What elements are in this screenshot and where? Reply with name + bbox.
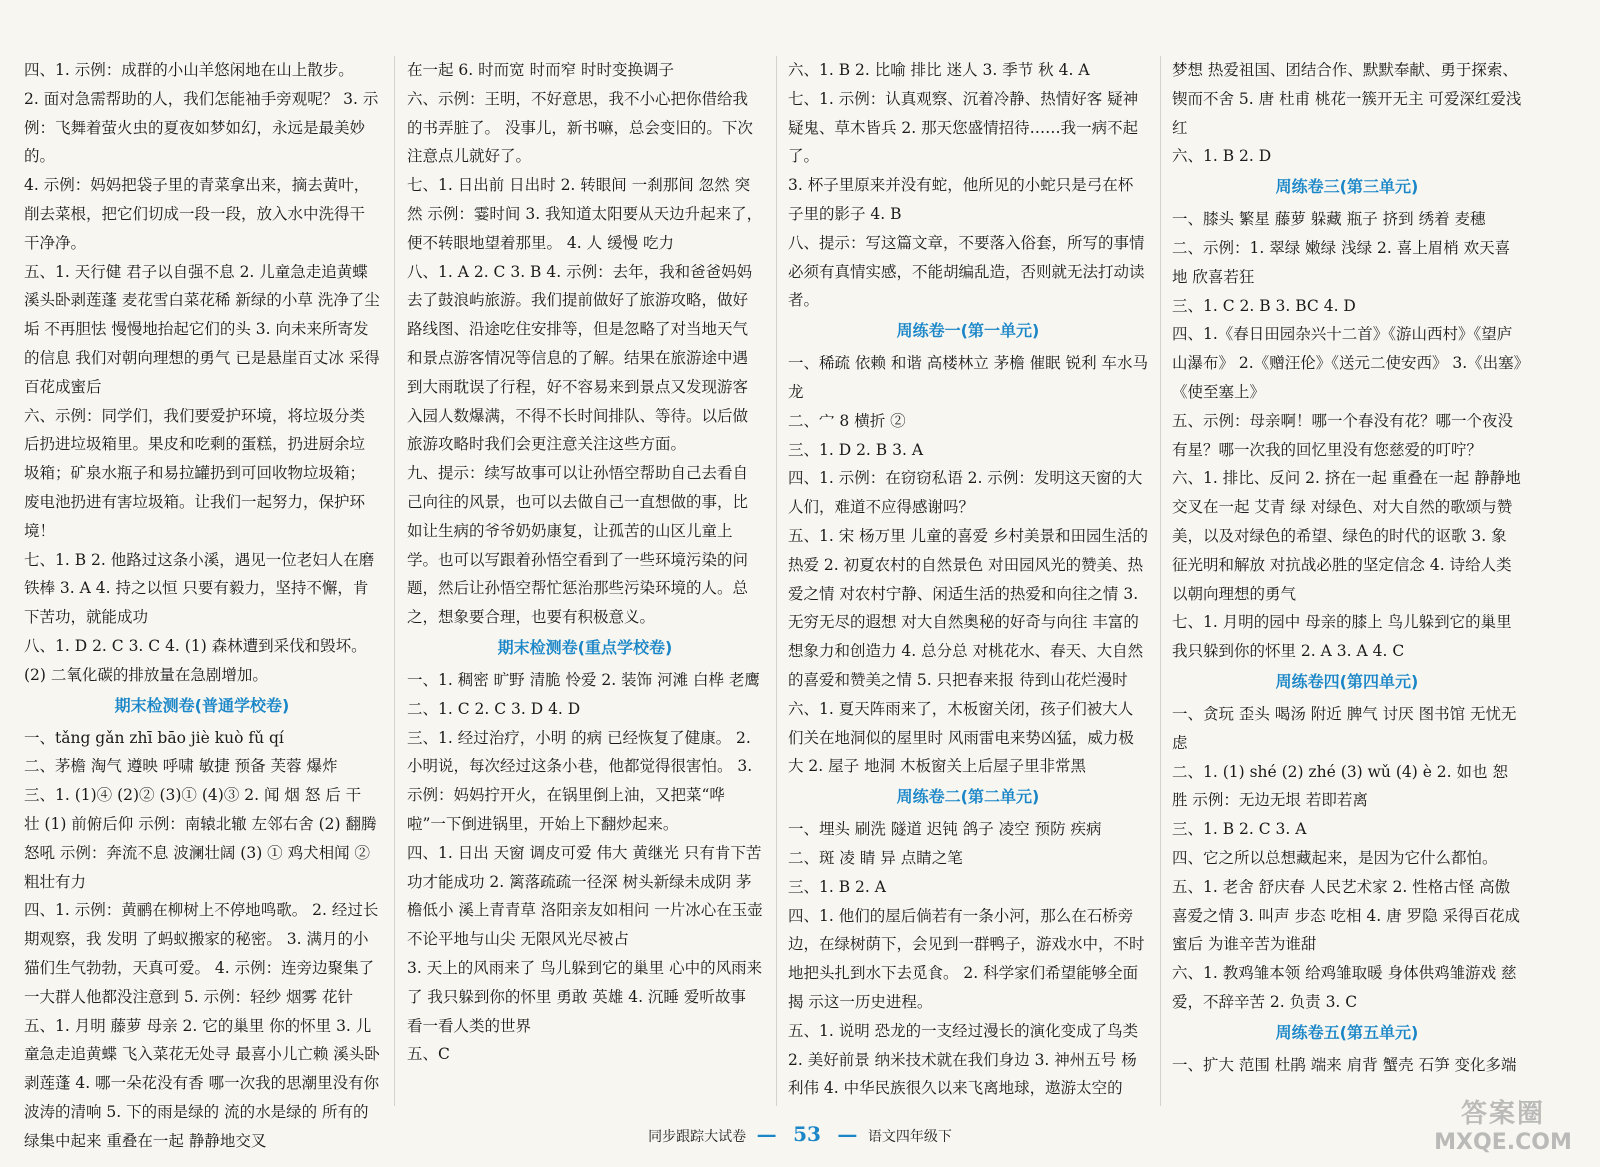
answer-paragraph: 五、1. 天行健 君子以自强不息 2. 儿童急走追黄蝶 溪头卧剥莲蓬 麦花雪白菜花稀 新绿的小草 洗净了尘垢 不再胆怯 慢慢地抬起它们的头 3. 向未来所寄发的信息 我们对朝向理想的勇气 已是悬崖百丈冰 采得百花成蜜后 [24, 262, 380, 396]
column-divider [776, 56, 777, 1106]
answer-paragraph: 二、斑 凌 睛 异 点睛之笔 [788, 848, 963, 867]
section-heading: 期末检测卷(重点学校卷) [497, 637, 673, 657]
answer-column-1 [24, 56, 380, 1150]
answer-paragraph: 三、1. C 2. B 3. BC 4. D [1172, 296, 1356, 315]
answer-paragraph: 二、1. C 2. C 3. D 4. D [407, 699, 581, 718]
answer-paragraph: 2. 面对急需帮助的人，我们怎能袖手旁观呢？ 3. 示例：飞舞着萤火虫的夏夜如梦如幻，永远是最美妙的。 [24, 89, 379, 166]
section-heading: 周练卷三(第三单元) [1275, 177, 1419, 197]
watermark-top: 答案圈 [1460, 1099, 1545, 1129]
watermark-logo [1428, 1099, 1578, 1161]
answer-paragraph: 一、1. 稠密 旷野 清脆 怜爱 2. 装饰 河滩 白桦 老鹰 [407, 670, 760, 689]
answer-paragraph: 六、1. B 2. 比喻 排比 迷人 3. 季节 秋 4. A [788, 61, 1090, 79]
answer-paragraph: 3. 杯子里原来并没有蛇，他所见的小蛇只是弓在杯子里的影子 4. B [788, 176, 1134, 223]
answer-paragraph: 梦想 热爱祖国、团结合作、默默奉献、勇于探索、锲而不舍 5. 唐 杜甫 桃花一簇开无主 可爱深红爱浅红 [1172, 61, 1522, 137]
answer-paragraph: 4. 示例：妈妈把袋子里的青菜拿出来，摘去黄叶，削去菜根，把它们切成一段一段，放入水中洗得干干净净。 [24, 176, 370, 252]
answer-paragraph: 六、1. 排比、反问 2. 挤在一起 重叠在一起 静静地交叉在一起 艾青 绿 对绿色、对大自然的歌颂与赞美，以及对绿色的希望、绿色的时代的讴歌 3. 象征光明和解放 对抗战必胜的坚定信念 4. 诗给人类以朝向理想的勇气 [1172, 469, 1521, 603]
answer-paragraph: 四、1. 示例：在窃窃私语 2. 示例：发明这天窗的大人们，难道不应得感谢吗？ [788, 469, 1143, 517]
answer-paragraph: 七、1. B 2. 他路过这条小溪，遇见一位老妇人在磨铁棒 3. A 4. 持之以恒 只要有毅力，坚持不懈，肯下苦功，就能成功 [24, 550, 375, 627]
answer-paragraph: 3. 天上的风雨来了 鸟儿躲到它的巢里 心中的风雨来了 我只躲到你的怀里 勇敢 英雄 4. 沉睡 爱听故事 看一看人类的世界 [407, 958, 763, 1035]
answer-paragraph: 六、1. B 2. D [1172, 147, 1272, 166]
footer-dash: — [756, 1122, 777, 1146]
answer-paragraph: 七、1. 日出前 日出时 2. 转眼间 一刹那间 忽然 突然 示例：霎时间 3. 我知道太阳要从天边升起来了，便不转眼地望着那里。 4. 人 缓慢 吃力 [407, 176, 763, 252]
answer-paragraph: 三、1. D 2. B 3. A [788, 440, 924, 459]
answer-paragraph: 四、1. 他们的屋后倘若有一条小河，那么在石桥旁边，在绿树荫下，会见到一群鸭子，游戏水中，不时地把头扎到水下去觅食。 2. 科学家们希望能够全面 揭 示这一历史进程。 [788, 906, 1145, 1011]
answer-paragraph: 一、tǎng gǎn zhī bāo jiè kuò fǔ qí [24, 728, 284, 747]
answer-paragraph: 二、1. (1) shé (2) zhé (3) wǔ (4) è 2. 如也 恕 胜 示例：无边无垠 若即若离 [1172, 762, 1508, 810]
section-heading: 期末检测卷(普通学校卷) [114, 695, 290, 715]
column-divider [1160, 56, 1161, 1106]
column-divider [394, 56, 395, 1106]
answer-paragraph: 二、茅檐 淘气 遵映 呼啸 敏捷 预备 芙蓉 爆炸 [24, 757, 338, 776]
answer-paragraph: 四、1.《春日田园杂兴十二首》《游山西村》《望庐山瀑布》 2.《赠汪伦》《送元二使安西》 3.《出塞》《使至塞上》 [1172, 325, 1522, 401]
answer-paragraph: 三、1. B 2. A [788, 877, 886, 896]
watermark-bottom: MXQE.COM [1434, 1130, 1572, 1155]
answer-paragraph: 八、1. D 2. C 3. C 4. (1) 森林遭到采伐和毁坏。(2) 二氧化碳的排放量在急剧增加。 [24, 636, 367, 684]
answer-paragraph: 四、1. 示例：黄鹂在柳树上不停地鸣歌。 2. 经过长期观察，我 发明 了蚂蚁搬家的秘密。 3. 满月的小猫们生气勃勃，天真可爱。 4. 示例：连旁边聚集了一大群人他都没注意到 5. 示例：轻纱 烟雾 花针 [24, 901, 379, 1006]
answer-paragraph: 五、C [407, 1045, 450, 1064]
answer-paragraph: 五、1. 说明 恐龙的一支经过漫长的演化变成了鸟类 2. 美好前景 纳米技术就在我们身边 3. 神州五号 杨利伟 4. 中华民族很久以来飞离地球，遨游太空的 [788, 1021, 1139, 1098]
answer-paragraph: 六、1. 教鸡雏本领 给鸡雏取暖 身体供鸡雏游戏 慈爱，不辞辛苦 2. 负责 3. C [1172, 964, 1517, 1011]
footer-book-title: 同步跟踪大试卷 [648, 1129, 747, 1145]
page-number: 53 [793, 1122, 821, 1146]
answer-paragraph: 八、提示：写这篇文章，不要落入俗套，所写的事情必须有真情实感，不能胡编乱造，否则就无法打动读者。 [788, 233, 1145, 310]
page-footer [0, 1122, 1600, 1149]
answer-paragraph: 五、1. 宋 杨万里 儿童的喜爱 乡村美景和田园生活的热爱 2. 初夏农村的自然景色 对田园风光的赞美、热爱之情 对农村宁静、闲适生活的热爱和向往之情 3. 无穷无尽的遐想 对大自然奥秘的好奇与向往 丰富的想象力和创造力 4. 总分总 对桃花水、春天、大自然的喜爱和赞美之情 5. 只把春来报 待到山花烂漫时 [788, 526, 1148, 689]
footer-subject-grade: 语文四年级下 [867, 1129, 952, 1145]
answer-paragraph: 五、示例：母亲啊！哪一个春没有花？哪一个夜没有星？哪一次我的回忆里没有您慈爱的叮咛？ [1172, 411, 1514, 459]
answer-column-4 [1172, 56, 1522, 1106]
answer-paragraph: 六、示例：同学们，我们要爱护环境，将垃圾分类后扔进垃圾箱里。果皮和吃剩的蛋糕，扔进厨余垃圾箱；矿泉水瓶子和易拉罐扔到可回收物垃圾箱；废电池扔进有害垃圾箱。让我们一起努力，保护环境！ [24, 406, 366, 540]
answer-paragraph: 三、1. (1)④ (2)② (3)① (4)③ 2. 闻 烟 怒 后 干 壮 (1) 前俯后仰 示例：南辕北辙 左邻右舍 (2) 翻腾怒吼 示例：奔流不息 波澜壮阔 (3) ① 鸡犬相闻 ② 粗壮有力 [24, 786, 377, 891]
answer-paragraph: 九、提示：续写故事可以让孙悟空帮助自己去看自己向往的风景，也可以去做自己一直想做的事，比如让生病的爷爷奶奶康复，让孤苦的山区儿童上学。也可以写跟着孙悟空看到了一些环境污染的问题，然后让孙悟空帮忙惩治那些污染环境的人。总之，想象要合理，也要有积极意义。 [407, 464, 749, 627]
answer-paragraph: 二、示例：1. 翠绿 嫩绿 浅绿 2. 喜上眉梢 欢天喜地 欣喜若狂 [1172, 238, 1511, 286]
answer-paragraph: 三、1. 经过治疗，小明 的病 已经恢复了健康。 2. 小明说，每次经过这条小巷，他都觉得很害怕。 3. 示例：妈妈拧开火，在锅里倒上油，又把菜“哗啦”一下倒进锅里，开始上下翻炒起来。 [407, 728, 753, 833]
answer-paragraph: 一、稀疏 依赖 和谐 高楼林立 茅檐 催眠 锐利 车水马龙 [788, 354, 1148, 401]
section-heading: 周练卷四(第四单元) [1275, 671, 1419, 691]
footer-dash: — [837, 1122, 858, 1146]
answer-paragraph: 六、1. 夏天阵雨来了，木板窗关闭，孩子们被大人们关在地洞似的屋里时 风雨雷电来势凶猛，威力极大 2. 屋子 地洞 木板窗关上后屋子里非常黑 [788, 699, 1134, 776]
answer-column-3 [788, 56, 1148, 1106]
answer-paragraph: 七、1. 示例：认真观察、沉着冷静、热情好客 疑神疑鬼、草木皆兵 2. 那天您盛情招待……我一病不起了。 [788, 89, 1139, 166]
answer-paragraph: 四、1. 日出 天窗 调皮可爱 伟大 黄继光 只有肯下苦功才能成功 2. 篱落疏疏一径深 树头新绿未成阴 茅檐低小 溪上青青草 洛阳亲友如相问 一片冰心在玉壶 不论平地与山尖 无限风光尽被占 [407, 843, 763, 949]
answer-paragraph: 六、示例：王明，不好意思，我不小心把你借给我的书弄脏了。 没事儿，新书嘛，总会变旧的。下次注意点儿就好了。 [407, 89, 753, 166]
answer-paragraph: 五、1. 老舍 舒庆春 人民艺术家 2. 性格古怪 高傲 喜爱之情 3. 叫声 步态 吃相 4. 唐 罗隐 采得百花成蜜后 为谁辛苦为谁甜 [1172, 877, 1520, 954]
section-heading: 周练卷五(第五单元) [1275, 1022, 1419, 1042]
answer-paragraph: 一、扩大 范围 杜鹃 端来 肩背 蟹壳 石笋 变化多端 [1172, 1055, 1517, 1074]
answer-paragraph: 五、1. 月明 藤萝 母亲 2. 它的巢里 你的怀里 3. 儿童急走追黄蝶 飞入菜花无处寻 最喜小儿亡赖 溪头卧剥莲蓬 4. 哪一朵花没有香 哪一次我的思潮里没有你波涛的清响 5. 下的雨是绿的 流的水是绿的 所有的绿集中起来 重叠在一起 静静地交叉 [24, 1016, 380, 1150]
answer-paragraph: 二、宀 8 横折 ② [788, 411, 906, 430]
answer-column-2 [407, 56, 763, 1106]
answer-paragraph: 四、它之所以总想藏起来，是因为它什么都怕。 [1172, 848, 1498, 867]
answer-paragraph: 三、1. B 2. C 3. A [1172, 820, 1307, 839]
section-heading: 周练卷二(第二单元) [896, 787, 1040, 807]
answer-paragraph: 在一起 6. 时而宽 时而窄 时时变换调子 [407, 61, 674, 79]
answer-paragraph: 一、贪玩 歪头 喝汤 附近 脾气 讨厌 图书馆 无忧无虑 [1172, 704, 1517, 752]
answer-paragraph: 一、埋头 刷洗 隧道 迟钝 鸽子 凌空 预防 疾病 [788, 820, 1102, 839]
section-heading: 周练卷一(第一单元) [896, 321, 1040, 341]
answer-paragraph: 一、膝头 繁星 藤萝 躲藏 瓶子 挤到 绣着 麦穗 [1172, 210, 1486, 229]
answer-paragraph: 四、1. 示例：成群的小山羊悠闲地在山上散步。 [24, 61, 354, 79]
answer-paragraph: 七、1. 月明的园中 母亲的膝上 鸟儿躲到它的巢里 我只躲到你的怀里 2. A 3. A 4. C [1172, 613, 1512, 661]
answer-paragraph: 八、1. A 2. C 3. B 4. 示例：去年，我和爸爸妈妈去了鼓浪屿旅游。我们提前做好了旅游攻略，做好路线图、沿途吃住安排等，但是忽略了对当地天气和景点游客情况等信息的了解。结果在旅游途中遇到大雨耽误了行程，好不容易来到景点又发现游客入园人数爆满，不得不长时间排队、等待。以后做旅游攻略时我们会更注意关注这些方面。 [407, 262, 753, 454]
